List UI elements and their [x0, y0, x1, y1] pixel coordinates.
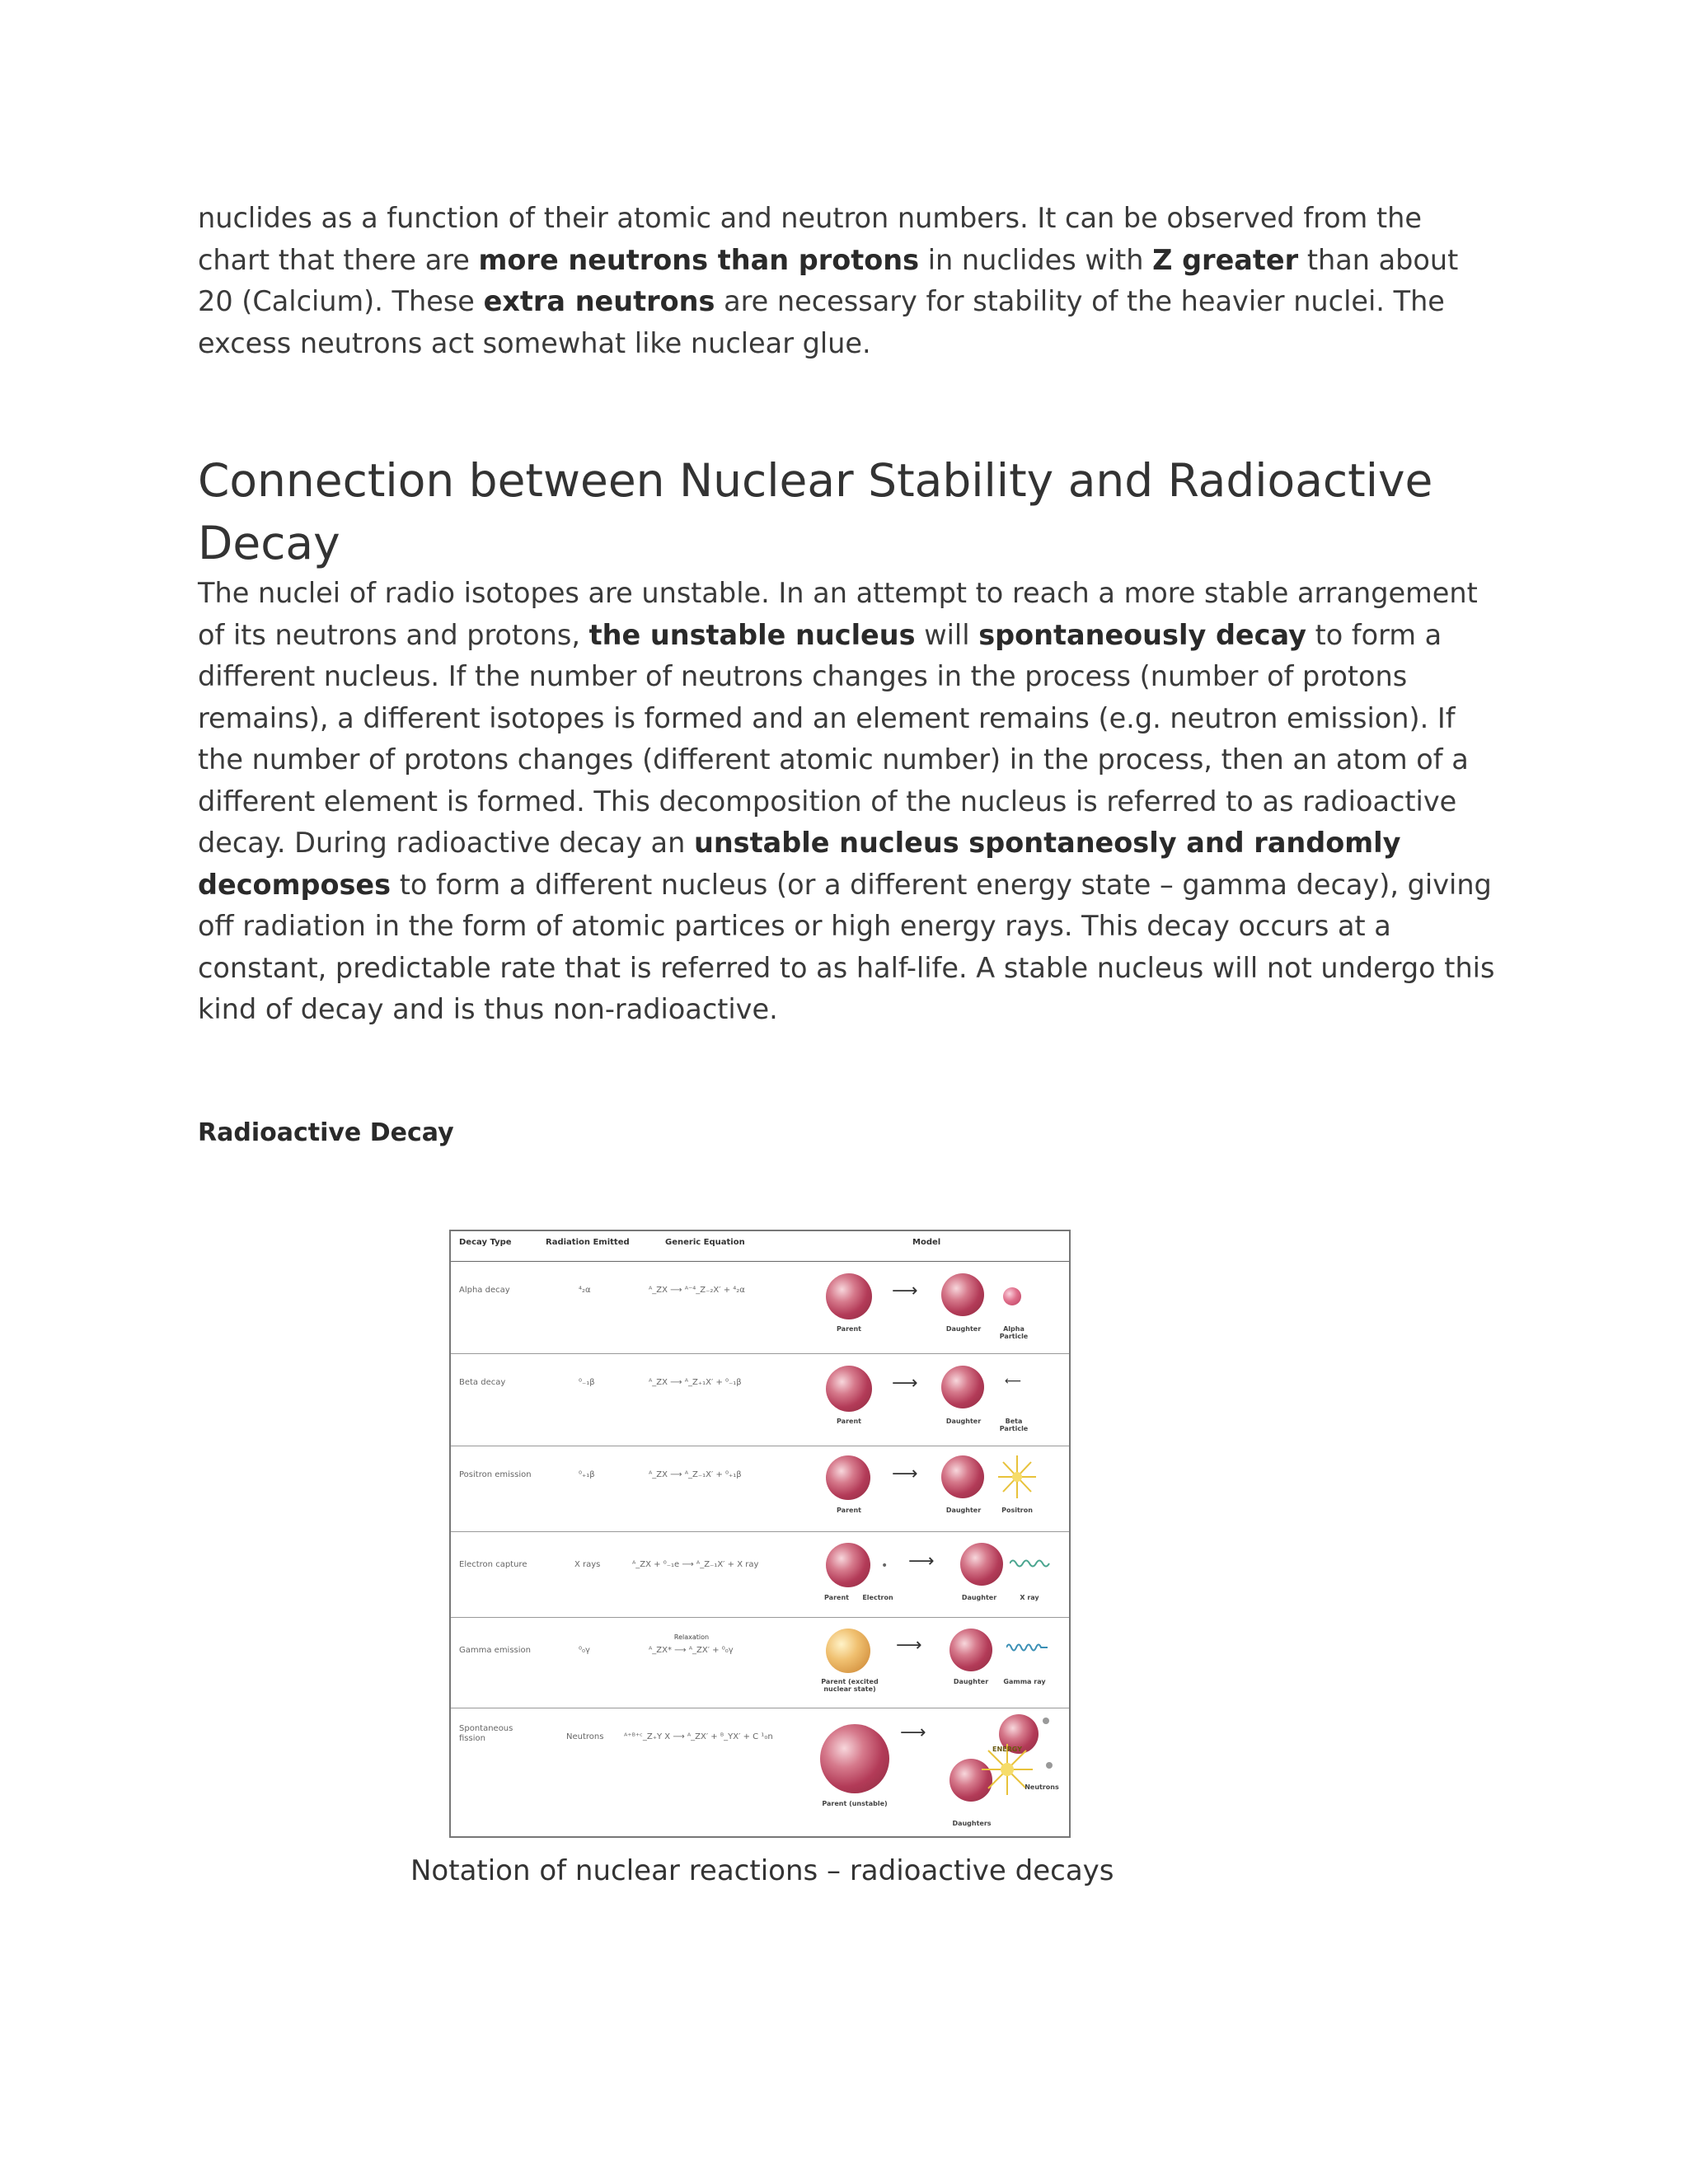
- model-label: Daughter: [945, 1418, 982, 1425]
- decay-row-beta: [451, 1353, 1069, 1446]
- model-label: Parent: [837, 1507, 861, 1514]
- model-label: Gamma ray: [1003, 1678, 1046, 1685]
- body-bold: the unstable nucleus: [588, 618, 916, 651]
- decay-row-electron-capture: [451, 1531, 1069, 1618]
- model-label: Parent: [837, 1325, 861, 1333]
- intro-bold: Z greater: [1152, 243, 1299, 276]
- radiation-emitted: ⁰₊₁β: [579, 1470, 595, 1479]
- section-heading: Connection between Nuclear Stability and Radioactive Decay: [198, 454, 1433, 569]
- subheading: Radioactive Decay: [198, 1118, 454, 1147]
- daughter-nucleus-icon: [941, 1273, 984, 1316]
- decay-type: Beta decay: [459, 1378, 506, 1387]
- positron-burst-icon: [996, 1454, 1038, 1500]
- model-label: Neutrons: [1025, 1783, 1059, 1791]
- unstable-parent-nucleus-icon: [820, 1724, 889, 1793]
- model-label: Daughter: [945, 1507, 982, 1514]
- neutron-icon: [1046, 1762, 1053, 1769]
- parent-nucleus-icon: [826, 1455, 870, 1500]
- intro-text: in nuclides with: [919, 243, 1153, 276]
- decay-type: Gamma emission: [459, 1646, 531, 1655]
- parent-nucleus-icon: [826, 1543, 870, 1587]
- figure-header: [451, 1231, 1069, 1262]
- model-label: Parent: [837, 1418, 861, 1425]
- arrow-icon: ⟶: [892, 1373, 918, 1394]
- body-bold: unstable nucleus spontaneosly and randomly decomposes: [198, 827, 1401, 901]
- arrow-icon: ⟶: [892, 1464, 918, 1484]
- gamma-ray-wave-icon: [1006, 1642, 1049, 1653]
- body-paragraph: [198, 573, 1500, 1031]
- parent-nucleus-icon: [826, 1273, 872, 1319]
- plus-icon: •: [881, 1559, 889, 1572]
- body-bold: spontaneously decay: [978, 618, 1306, 651]
- radiation-emitted: ⁴₂α: [579, 1286, 591, 1295]
- daughter-nucleus-icon: [960, 1543, 1003, 1586]
- intro-paragraph: [198, 198, 1500, 364]
- beta-particle-icon: ⟵: [1005, 1375, 1022, 1388]
- generic-equation: ᴬ_ZX ⟶ ᴬ⁻⁴_Z₋₂X′ + ⁴₂α: [649, 1286, 745, 1295]
- intro-bold: more neutrons than protons: [478, 243, 920, 276]
- radiation-emitted: ⁰₋₁β: [579, 1378, 595, 1387]
- decay-row-alpha: [451, 1261, 1069, 1354]
- arrow-icon: ⟶: [908, 1551, 935, 1572]
- daughter-nucleus-icon: [941, 1366, 984, 1408]
- model-label: Parent (unstable): [822, 1800, 888, 1807]
- model-label: Parent: [824, 1594, 849, 1601]
- model-label: Daughter: [945, 1325, 982, 1333]
- parent-nucleus-icon: [826, 1366, 872, 1412]
- decay-row-fission: [451, 1708, 1069, 1836]
- model-label: Beta Particle: [999, 1418, 1029, 1432]
- generic-equation: ᴬ_ZX ⟶ ᴬ_Z₊₁X′ + ⁰₋₁β: [649, 1378, 742, 1387]
- daughter-nucleus-icon: [950, 1629, 992, 1671]
- excited-parent-nucleus-icon: [826, 1629, 870, 1673]
- intro-text: nuclides as a function of their atomic and neutron numbers. It can be observed from the chart that there are: [198, 202, 1422, 276]
- header-model: Model: [912, 1238, 941, 1247]
- relaxation-label: Relaxation: [673, 1633, 710, 1641]
- x-ray-wave-icon: [1010, 1558, 1051, 1569]
- radiation-emitted: X rays: [574, 1560, 601, 1569]
- model-label: Daughter: [961, 1594, 997, 1601]
- header-radiation: Radiation Emitted: [546, 1238, 630, 1247]
- arrow-icon: ⟶: [896, 1635, 922, 1656]
- generic-equation: ᴬ_ZX* ⟶ ᴬ_ZX′ + ⁰₀γ: [649, 1646, 734, 1655]
- radiation-emitted: ⁰₀γ: [579, 1646, 590, 1655]
- arrow-icon: ⟶: [900, 1722, 926, 1743]
- decay-type: Spontaneous fission: [459, 1724, 513, 1743]
- model-label: Positron: [1001, 1507, 1033, 1514]
- energy-label: ENERGY: [992, 1746, 1022, 1753]
- figure-caption: Notation of nuclear reactions – radioactive decays: [410, 1854, 1114, 1887]
- body-text: The nuclei of radio isotopes are unstable. In an attempt to reach a more stable arrangement of its neutrons and protons,: [198, 577, 1478, 651]
- radiation-emitted: Neutrons: [566, 1732, 604, 1741]
- decay-row-gamma: [451, 1617, 1069, 1708]
- generic-equation: ᴬ_ZX + ⁰₋₁e ⟶ ᴬ_Z₋₁X′ + X ray: [632, 1560, 759, 1569]
- model-label: Daughter: [953, 1678, 989, 1685]
- body-text: to form a different nucleus (or a different energy state – gamma decay), giving off radiation in the form of atomic partices or high energy rays. This decay occurs at a constant, predictable rate that is referred to as half-life. A stable nucleus will not undergo this kind of decay and is thus non-radioactive.: [198, 868, 1495, 1025]
- header-decay-type: Decay Type: [459, 1238, 512, 1247]
- neutron-icon: [1043, 1718, 1049, 1724]
- daughter-nucleus-icon: [941, 1455, 984, 1498]
- body-text: will: [915, 618, 979, 651]
- model-label: Daughters: [952, 1820, 992, 1827]
- decay-type: Electron capture: [459, 1560, 528, 1569]
- intro-bold: extra neutrons: [483, 285, 715, 317]
- arrow-icon: ⟶: [892, 1281, 918, 1301]
- model-label: Parent (excited nuclear state): [821, 1678, 879, 1693]
- intro-text: than about 20 (Calcium). These: [198, 243, 1459, 317]
- header-equation: Generic Equation: [665, 1238, 745, 1247]
- body-text: to form a different nucleus. If the number of neutrons changes in the process (number of protons remains), a different isotopes is formed and an element remains (e.g. neutron emission). If the number of protons changes (different atomic number) in the process, then an atom of a different element is formed. This decomposition of the nucleus is referred to as radioactive decay. During radioactive decay an: [198, 618, 1469, 859]
- decay-figure: [449, 1230, 1071, 1838]
- decay-row-positron: [451, 1446, 1069, 1532]
- alpha-particle-icon: [1003, 1287, 1021, 1305]
- model-label: Electron: [862, 1594, 893, 1601]
- generic-equation: ᴬ_ZX ⟶ ᴬ_Z₋₁X′ + ⁰₊₁β: [649, 1470, 742, 1479]
- decay-type: Positron emission: [459, 1470, 532, 1479]
- intro-text: are necessary for stability of the heavier nuclei. The excess neutrons act somewhat like nuclear glue.: [198, 285, 1445, 359]
- generic-equation: ᴬ⁺ᴮ⁺ᶜ_Z₊Y X ⟶ ᴬ_ZX′ + ᴮ_YX′ + C ¹₀n: [624, 1732, 773, 1741]
- model-label: X ray: [1020, 1594, 1039, 1601]
- model-label: Alpha Particle: [999, 1325, 1029, 1340]
- decay-type: Alpha decay: [459, 1286, 510, 1295]
